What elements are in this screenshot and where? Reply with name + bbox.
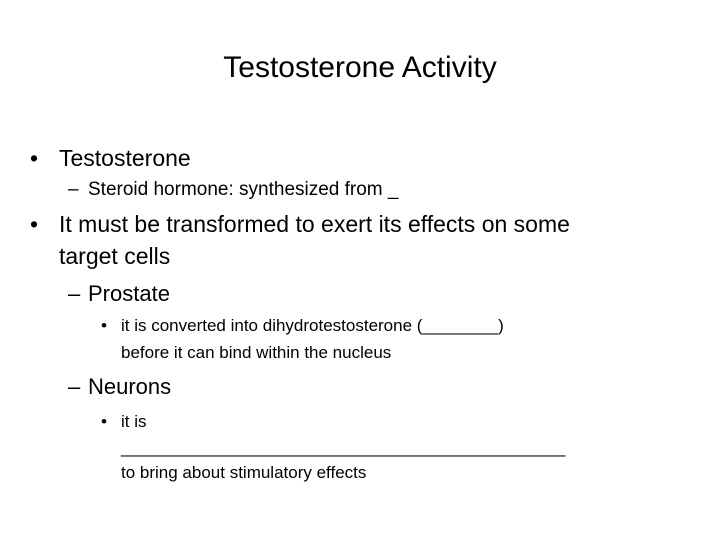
bullet-transformed-line-2: target cells — [59, 243, 171, 269]
bullet-testosterone: Testosterone — [59, 145, 191, 171]
neurons-blank-line: ________________________________________________ — [121, 438, 566, 457]
prostate-detail-line-2: before it can bind within the nucleus — [121, 343, 392, 362]
sub-bullet-steroid: Steroid hormone: synthesized from _ — [88, 179, 399, 200]
bullet-icon: • — [30, 211, 39, 237]
prostate-detail-line-1: it is converted into dihydrotestosterone (________) — [121, 316, 504, 335]
neurons-detail-line-1: it is — [121, 412, 147, 431]
sub-bullet-neurons: Neurons — [88, 374, 172, 399]
neurons-detail-line-3: to bring about stimulatory effects — [121, 463, 367, 482]
bullet-transformed-line-1: It must be transformed to exert its effects on some — [59, 211, 570, 237]
dash-icon: – — [68, 374, 81, 399]
bullet-icon: • — [101, 412, 107, 431]
bullet-icon: • — [30, 145, 39, 171]
sub-bullet-prostate: Prostate — [88, 281, 170, 306]
slide-title: Testosterone Activity — [223, 51, 497, 84]
dash-icon: – — [68, 179, 79, 200]
bullet-icon: • — [101, 316, 107, 335]
dash-icon: – — [68, 281, 81, 306]
